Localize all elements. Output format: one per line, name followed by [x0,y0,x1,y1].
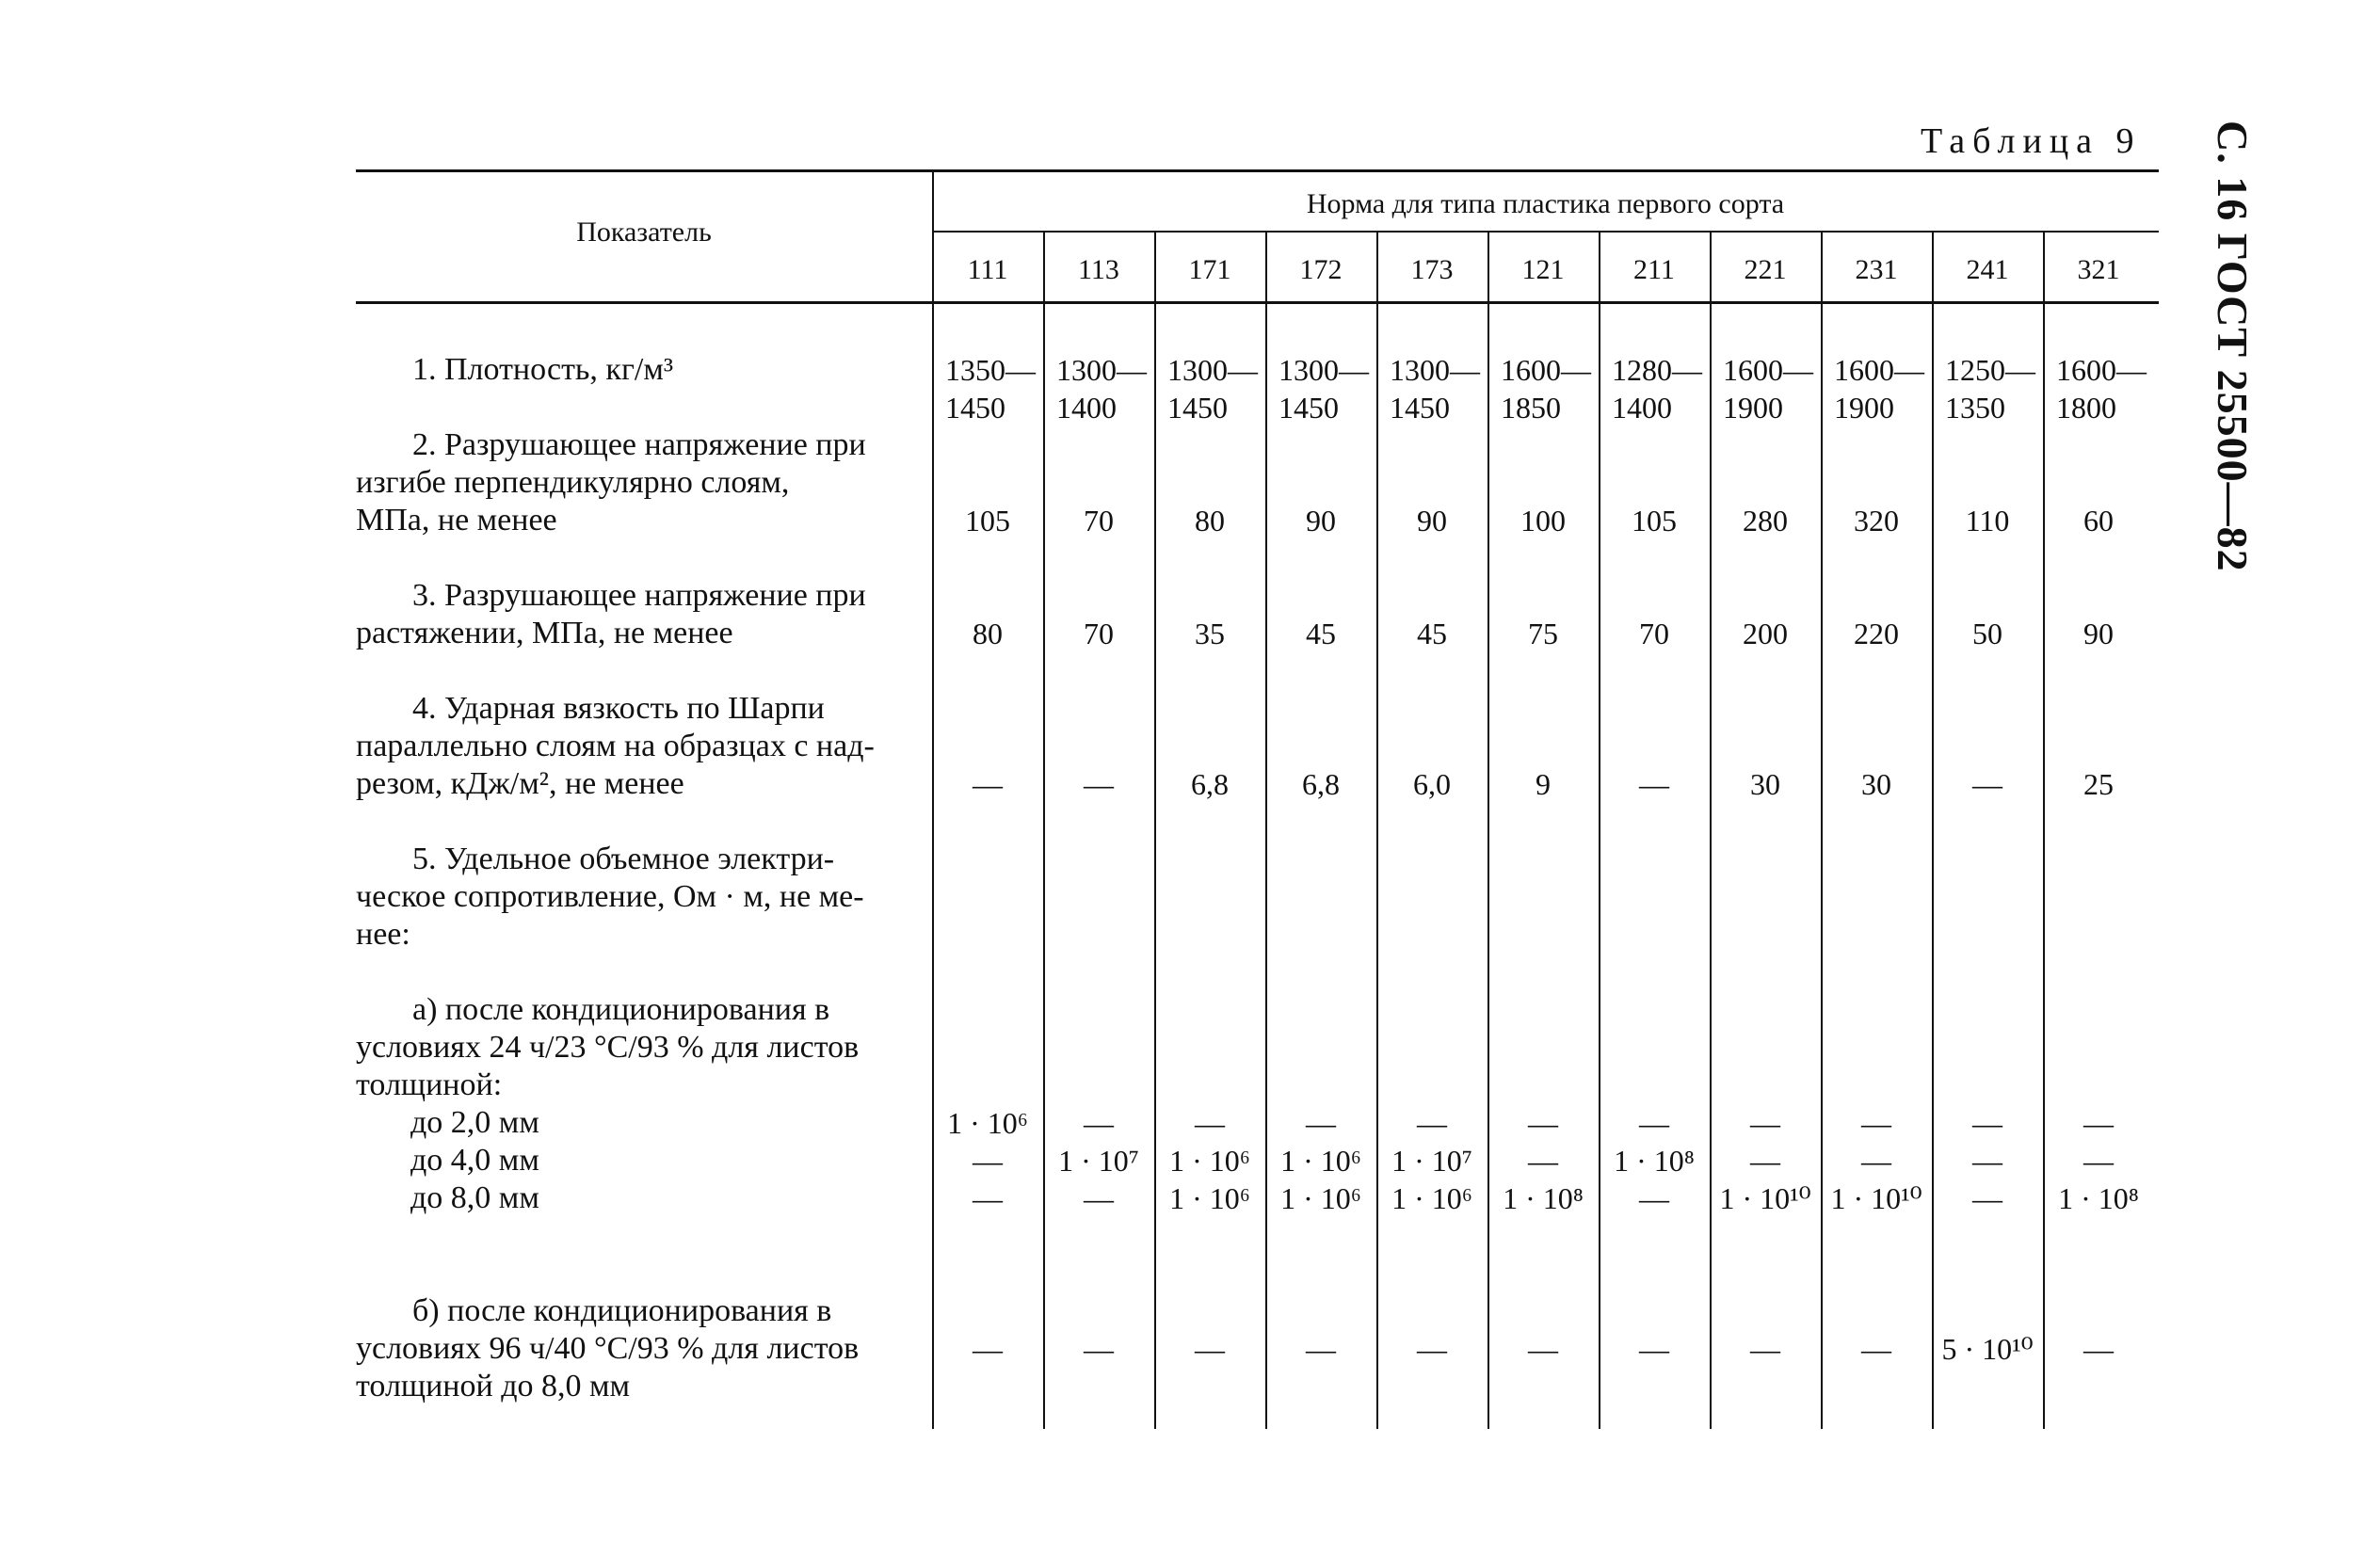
label-sub-4mm: до 4,0 мм [410,1143,539,1178]
table-cell: — [1639,1332,1669,1366]
table-cell: 90 [2083,617,2114,650]
table-cell: 1 · 10⁶ [1169,1181,1250,1215]
table-cell: 35 [1195,617,1225,650]
label-line: МПа, не менее [356,503,557,537]
table-cell: 1600— [1723,353,1813,387]
table-cell: — [1972,1144,2002,1178]
table-cell: — [1972,1181,2002,1215]
label-sub-8mm: до 8,0 мм [410,1180,539,1215]
table-cell: 5 · 10¹⁰ [1941,1332,2034,1366]
label-line: 5. Удельное объемное электри- [412,842,835,876]
header-inner-rule [932,231,2159,233]
table-cell: 1300— [1167,353,1258,387]
table-cell: 1 · 10¹⁰ [1830,1181,1922,1215]
norm-header: Норма для типа пластика первого сорта [1306,188,1785,219]
table-cell: 1600— [2056,353,2147,387]
table-cell: 280 [1743,504,1788,537]
table-cell: 1 · 10¹⁰ [1719,1181,1811,1215]
table-cell: 220 [1854,617,1899,650]
table-cell: 6,0 [1413,767,1451,801]
table-cell: 70 [1084,617,1114,650]
table-cell: — [1639,1106,1669,1140]
row-label-tension [356,577,908,652]
column-header: 113 [1078,254,1119,285]
table-cell: — [973,767,1003,801]
table-cell: 1450 [1390,391,1450,425]
table-cell: — [1306,1106,1336,1140]
indicator-header: Показатель [576,217,712,248]
column-header: 171 [1188,254,1231,285]
table-cell: 70 [1084,504,1114,537]
table-cell: — [1195,1332,1225,1366]
row-label-bending [356,426,908,539]
table-cell: 1400 [1056,391,1117,425]
table-cell: 1 · 10⁶ [1280,1144,1361,1178]
table-cell: — [1306,1332,1336,1366]
label-line: а) после кондиционирования в [412,992,830,1027]
table-cell: 75 [1528,617,1558,650]
table-cell: 30 [1750,767,1780,801]
row-label-cond-b [356,1292,908,1405]
column-header: 111 [967,254,1008,285]
label-line: условиях 96 ч/40 °С/93 % для листов [356,1331,860,1366]
label-line: изгибе перпендикулярно слоям, [356,465,790,500]
table-top-rule [356,169,2159,172]
table-cell: 200 [1743,617,1788,650]
row-label-resistivity [356,841,908,954]
table-cell: 1 · 10⁸ [2058,1181,2139,1215]
label-line: 3. Разрушающее напряжение при [412,578,866,613]
table-cell: — [1861,1106,1891,1140]
label-line: ческое сопротивление, Ом · м, не ме- [356,879,864,914]
label-line: б) после кондиционирования в [412,1293,832,1328]
table-cell: 1450 [1167,391,1228,425]
table-cell: 6,8 [1302,767,1340,801]
table-cell: 45 [1306,617,1336,650]
table-cell: 50 [1972,617,2002,650]
table-cell: — [1417,1332,1447,1366]
table-cell: — [1861,1332,1891,1366]
table-cell: 1300— [1390,353,1480,387]
table-cell: 1 · 10⁶ [1280,1181,1361,1215]
table-cell: — [1639,1181,1669,1215]
table-cell: — [1528,1106,1558,1140]
table-cell: — [1084,767,1114,801]
table-cell: 1600— [1501,353,1591,387]
table-cell: 1900 [1834,391,1894,425]
table-cell: 105 [1632,504,1677,537]
table-cell: 1 · 10⁸ [1614,1144,1695,1178]
table-cell: 1 · 10⁶ [947,1106,1028,1140]
label-line: 2. Разрушающее напряжение при [412,427,866,462]
column-header: 121 [1521,254,1565,285]
column-header: 231 [1855,254,1898,285]
label-line: толщиной: [356,1067,503,1102]
table-cell: 1250— [1945,353,2035,387]
table-cell: — [2083,1106,2114,1140]
table-cell: — [1861,1144,1891,1178]
table-cell: — [1084,1181,1114,1215]
table-cell: — [1639,767,1669,801]
table-cell: 1350 [1945,391,2005,425]
label-line: толщиной до 8,0 мм [356,1369,631,1404]
table-cell: — [1750,1332,1780,1366]
table-cell: 90 [1417,504,1447,537]
table-cell: — [1528,1144,1558,1178]
table-cell: 80 [1195,504,1225,537]
label-line: резом, кДж/м², не менее [356,766,684,801]
column-header: 321 [2077,254,2120,285]
table-cell: — [2083,1332,2114,1366]
label-line: условиях 24 ч/23 °С/93 % для листов [356,1030,860,1065]
header-bottom-rule [356,301,2159,304]
table-cell: 1450 [1278,391,1339,425]
table-cell: 90 [1306,504,1336,537]
row-label-cond-a [356,991,908,1217]
page-side-header: С. 16 ГОСТ 25500—82 [2209,120,2257,572]
label-sub-2mm: до 2,0 мм [410,1105,539,1140]
table-cell: 6,8 [1191,767,1229,801]
table-cell: 30 [1861,767,1891,801]
table-cell: 100 [1520,504,1566,537]
table-cell: — [1750,1106,1780,1140]
table-cell: 45 [1417,617,1447,650]
table-cell: 1300— [1056,353,1147,387]
table-cell: — [1084,1106,1114,1140]
table-caption: Таблица 9 [1921,121,2142,161]
column-header: 172 [1299,254,1343,285]
column-header: 211 [1633,254,1675,285]
row-label-density [356,351,908,389]
table-cell: 1 · 10⁷ [1391,1144,1472,1178]
table-cell: 105 [965,504,1010,537]
table-cell: 1 · 10⁷ [1058,1144,1139,1178]
table-cell: 110 [1965,504,2010,537]
table-cell: — [1084,1332,1114,1366]
table-cell: — [1528,1332,1558,1366]
table-cell: — [1972,1106,2002,1140]
table-cell: — [1195,1106,1225,1140]
table-cell: — [2083,1144,2114,1178]
table-cell: 1300— [1278,353,1369,387]
table-cell: 1 · 10⁸ [1503,1181,1584,1215]
table-cell: 80 [973,617,1003,650]
table-cell: 1900 [1723,391,1783,425]
table-cell: 1350— [945,353,1036,387]
table-cell: 1850 [1501,391,1561,425]
row-label-charpy [356,690,908,803]
table-cell: — [1972,767,2002,801]
table-cell: — [973,1181,1003,1215]
table-cell: 1600— [1834,353,1924,387]
table-cell: 1450 [945,391,1005,425]
table-cell: 1400 [1612,391,1672,425]
table-cell: 320 [1854,504,1899,537]
table-cell: 1280— [1612,353,1702,387]
label-line: нее: [356,917,410,952]
column-header: 173 [1410,254,1454,285]
table-cell: 25 [2083,767,2114,801]
column-header: 221 [1744,254,1787,285]
table-cell: 60 [2083,504,2114,537]
table-cell: — [973,1144,1003,1178]
label-line: 4. Ударная вязкость по Шарпи [412,691,825,726]
table-cell: — [1417,1106,1447,1140]
table-cell: 9 [1536,767,1551,801]
table-cell: 1 · 10⁶ [1169,1144,1250,1178]
table-cell: 70 [1639,617,1669,650]
table-cell: 1 · 10⁶ [1391,1181,1472,1215]
label-line: параллельно слоям на образцах с над- [356,729,875,763]
column-header: 241 [1966,254,2009,285]
label-text: 1. Плотность, кг/м³ [412,352,674,387]
table-cell: — [973,1332,1003,1366]
table-cell: 1800 [2056,391,2116,425]
table-cell: — [1750,1144,1780,1178]
label-line: растяжении, МПа, не менее [356,616,733,650]
